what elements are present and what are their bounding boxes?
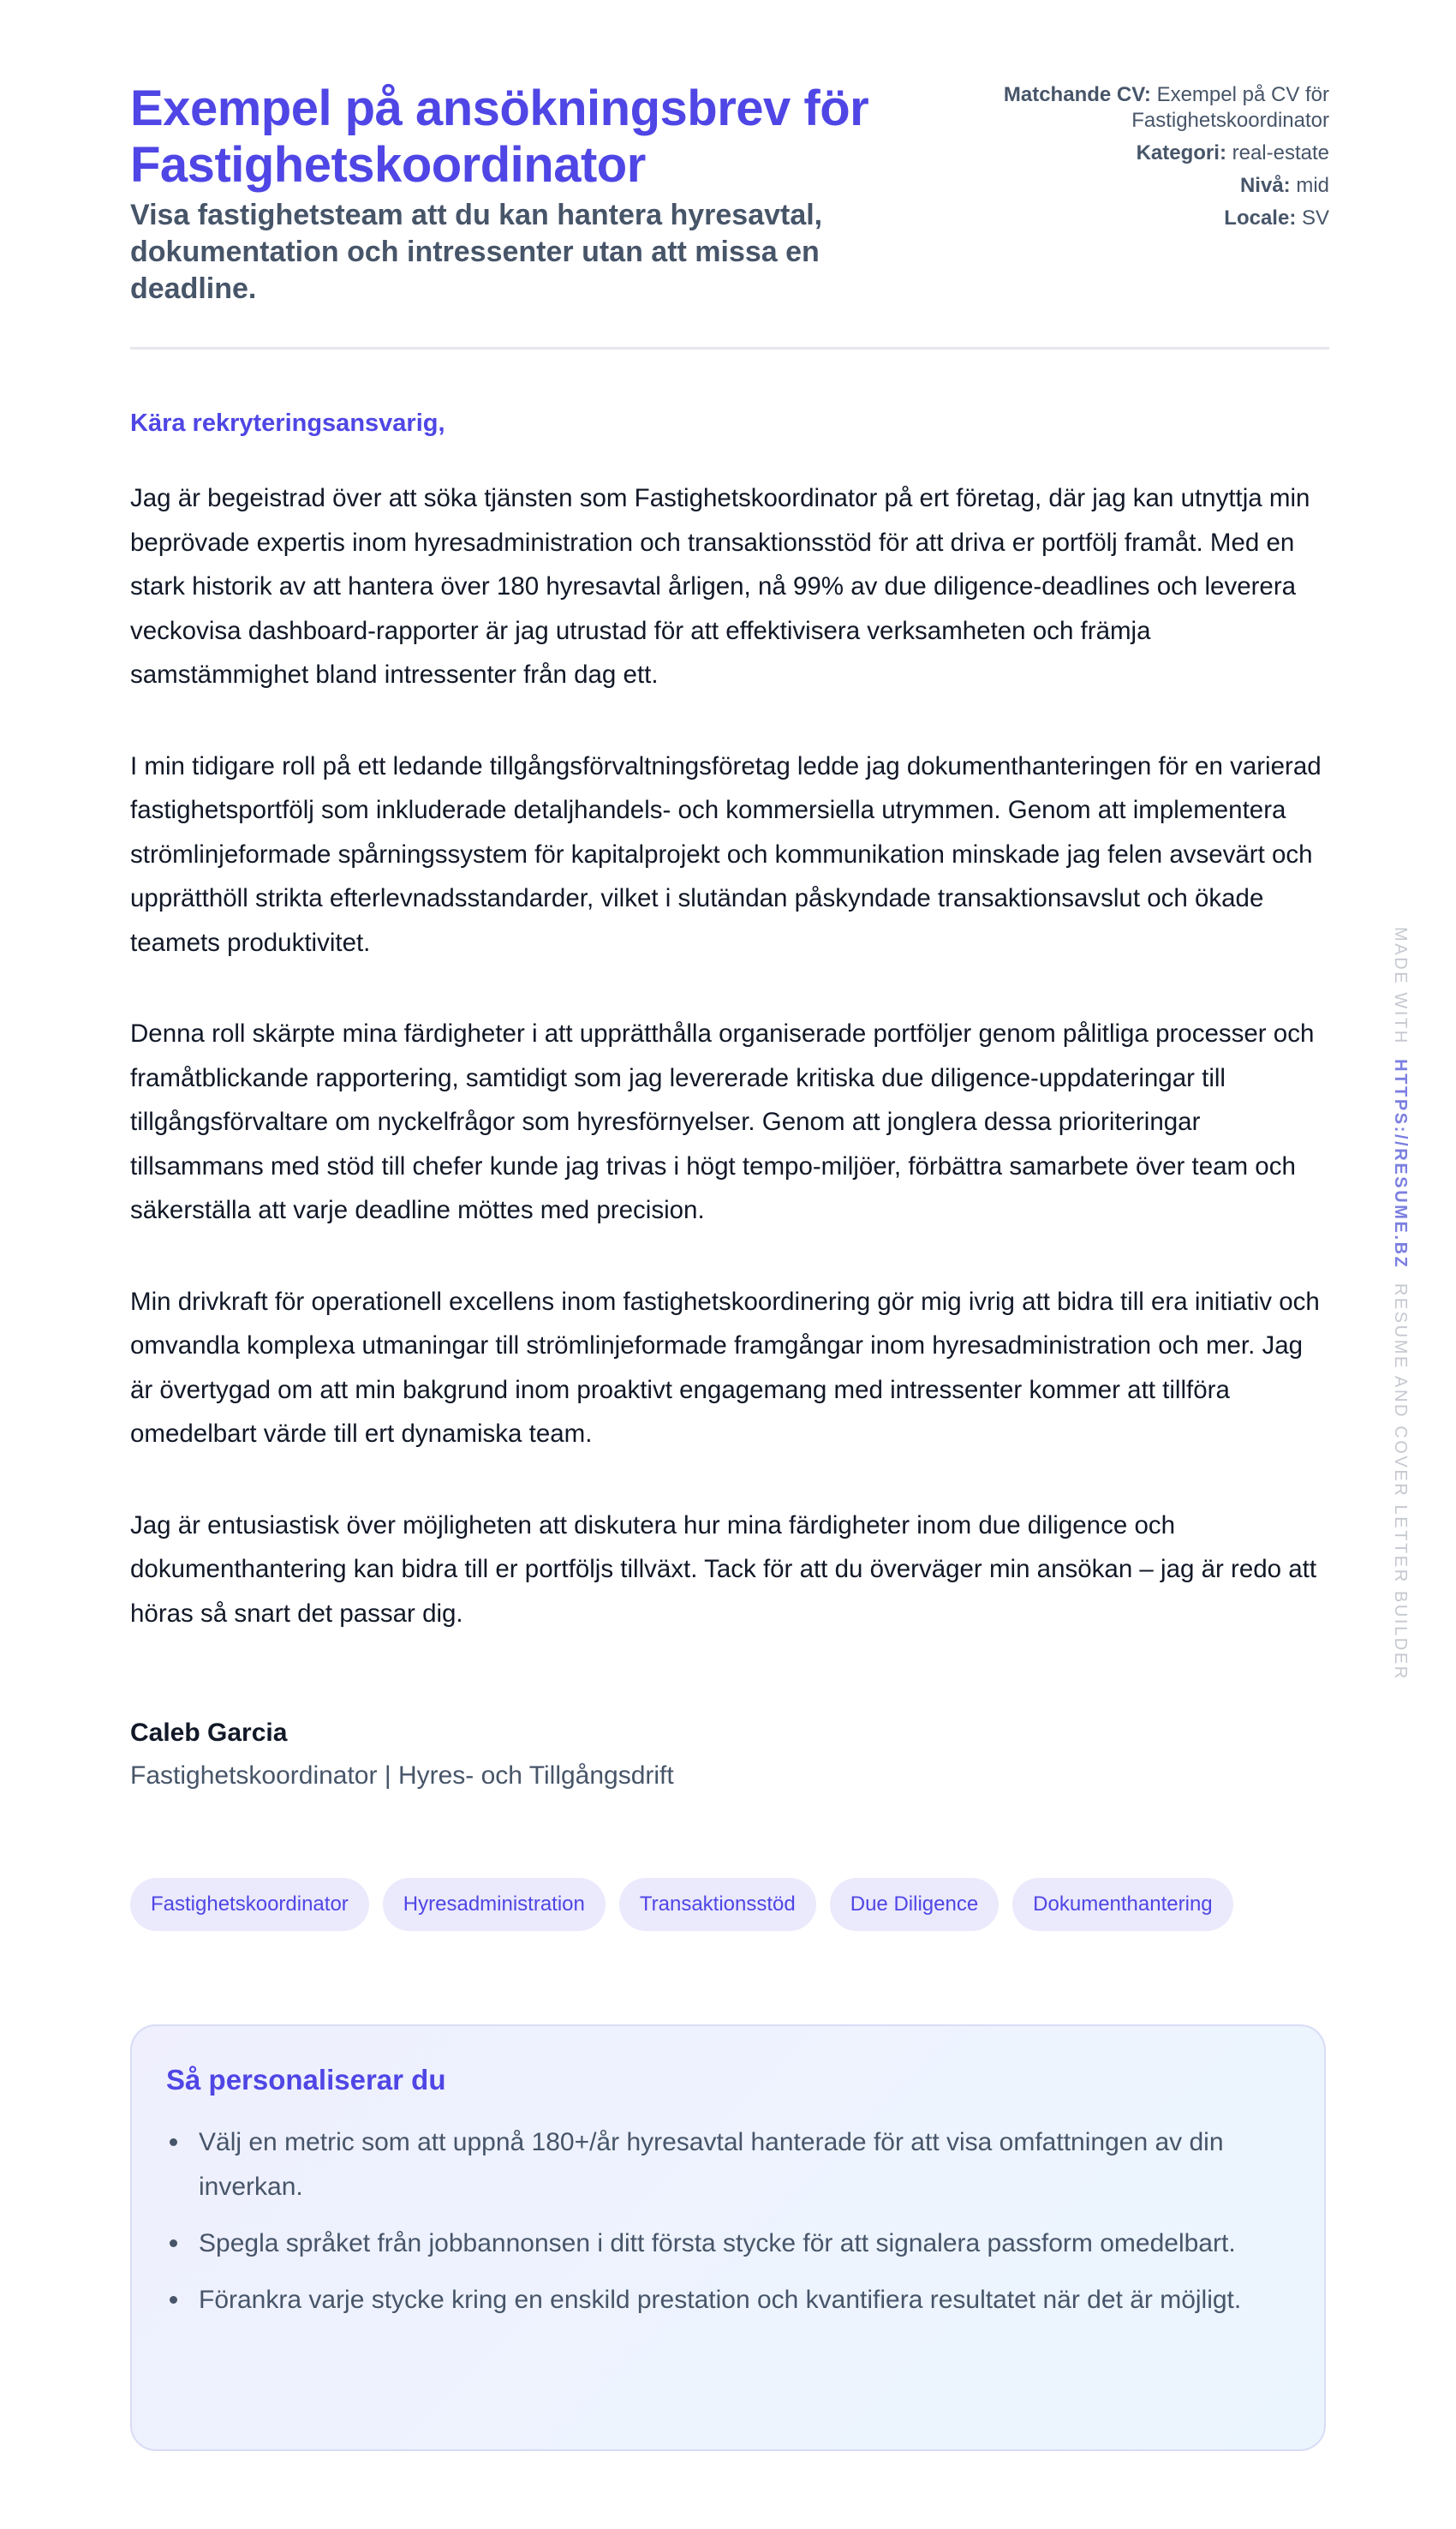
watermark-suffix: RESUME AND COVER LETTER BUILDER xyxy=(1391,1282,1410,1681)
meta-info xyxy=(970,82,1329,238)
meta-level-value: mid xyxy=(1296,174,1329,197)
tag-chip[interactable]: Dokumenthantering xyxy=(1012,1878,1232,1931)
header-divider xyxy=(130,347,1329,350)
tip-item: Förankra varje stycke kring en enskild prestation och kvantifiera resultatet när det är möjligt. xyxy=(199,2278,1290,2323)
watermark-link[interactable]: HTTPS://RESUME.BZ xyxy=(1391,1059,1410,1270)
page-subtitle: Visa fastighetsteam att du kan hantera hyresavtal, dokumentation och intressenter utan att missa en deadline. xyxy=(130,199,823,305)
meta-category-value: real-estate xyxy=(1232,141,1329,164)
meta-category-label: Kategori: xyxy=(1136,141,1226,164)
meta-category xyxy=(970,140,1329,166)
tip-item: Välj en metric som att uppnå 180+/år hyresavtal hanterade för att visa omfattningen av din inverkan. xyxy=(199,2120,1290,2209)
watermark xyxy=(1386,927,1411,1681)
page-header xyxy=(130,0,1329,348)
tag-chip[interactable]: Due Diligence xyxy=(830,1878,999,1931)
tag-list xyxy=(130,1878,1233,1931)
letter-paragraph: Jag är entusiastisk över möjligheten att diskutera hur mina färdigheter inom due diligence och dokumenthantering kan bidra till er portföljs tillväxt. Tack för att du överväger min ansökan – jag är redo att höras så snart det passar dig. xyxy=(130,1510,1317,1628)
tip-item: Spegla språket från jobbannonsen i ditt första stycke för att signalera passform omedelbart. xyxy=(199,2221,1290,2266)
watermark-prefix: MADE WITH xyxy=(1391,927,1410,1045)
signature-name: Caleb Garcia xyxy=(130,1719,288,1747)
tips-heading: Så personaliserar du xyxy=(166,2064,446,2096)
meta-level-label: Nivå: xyxy=(1239,174,1291,197)
personalization-tips-box xyxy=(130,2024,1326,2451)
tag-chip[interactable]: Fastighetskoordinator xyxy=(130,1878,369,1931)
cover-letter-page xyxy=(130,0,1329,2314)
watermark-text xyxy=(1390,927,1410,1681)
letter-greeting: Kära rekryteringsansvarig, xyxy=(130,410,445,437)
signature-title: Fastighetskoordinator | Hyres- och Tillgångsdrift xyxy=(130,1761,674,1790)
meta-locale xyxy=(970,206,1329,231)
page-title: Exempel på ansökningsbrev för Fastighetskoordinator xyxy=(130,81,869,193)
letter-paragraph: Denna roll skärpte mina färdigheter i att upprätthålla organiserade portföljer genom pålitliga processer och framåtblickande rapportering, samtidigt som jag levererade kritiska due diligence-uppdateringar till tillgångsförvaltare om nyckelfrågor som hyresförnyelser. Genom att jonglera dessa prioriteringar tillsammans med stöd till chefer kunde jag trivas i högt tempo-miljöer, förbättra samarbete över team och säkerställa att varje deadline möttes med precision. xyxy=(130,1019,1315,1224)
letter-paragraph: Jag är begeistrad över att söka tjänsten som Fastighetskoordinator på ert företag, där jag kan utnyttja min beprövade expertis inom hyresadministration och transaktionsstöd för att driva er portfölj framåt. Med en stark historik av att hantera över 180 hyresavtal årligen, nå 99% av due diligence-deadlines och leverera veckovisa dashboard-rapporter är jag utrustad för att effektivisera verksamheten och främja samstämmighet bland intressenter från dag ett. xyxy=(130,484,1310,689)
letter-paragraph: Min drivkraft för operationell excellens inom fastighetskoordinering gör mig ivrig att bidra till era initiativ och omvandla komplexa utmaningar till strömlinjeformade framgångar inom hyresadministration och mer. Jag är övertygad om att min bakgrund inom proaktivt engagemang med intressenter kommer att tillföra omedelbart värde till ert dynamiska team. xyxy=(130,1287,1320,1448)
tag-chip[interactable]: Hyresadministration xyxy=(383,1878,606,1931)
tag-chip[interactable]: Transaktionsstöd xyxy=(619,1878,816,1931)
meta-locale-value: SV xyxy=(1301,206,1329,230)
letter-paragraph: I min tidigare roll på ett ledande tillgångsförvaltningsföretag ledde jag dokumenthanteringen för en varierad fastighetsportfölj som inkluderade detaljhandels- och kommersiella utrymmen. Genom att implementera strömlinjeformade spårningssystem för kapitalprojekt och kommunikation minskade jag felen avsevärt och upprätthöll strikta efterlevnadsstandarder, vilket i slutändan påskyndade transaktionsavslut och ökade teamets produktivitet. xyxy=(130,751,1322,957)
meta-cv-label: Matchande CV: xyxy=(1003,83,1151,106)
meta-level xyxy=(970,173,1329,199)
meta-cv-value[interactable]: Exempel på CV för Fastighetskoordinator xyxy=(1131,83,1329,132)
letter-body xyxy=(130,476,1329,1683)
meta-locale-label: Locale: xyxy=(1224,206,1297,230)
meta-matching-cv xyxy=(970,82,1329,134)
signature xyxy=(130,1719,674,1791)
tips-list xyxy=(166,2120,1290,2323)
